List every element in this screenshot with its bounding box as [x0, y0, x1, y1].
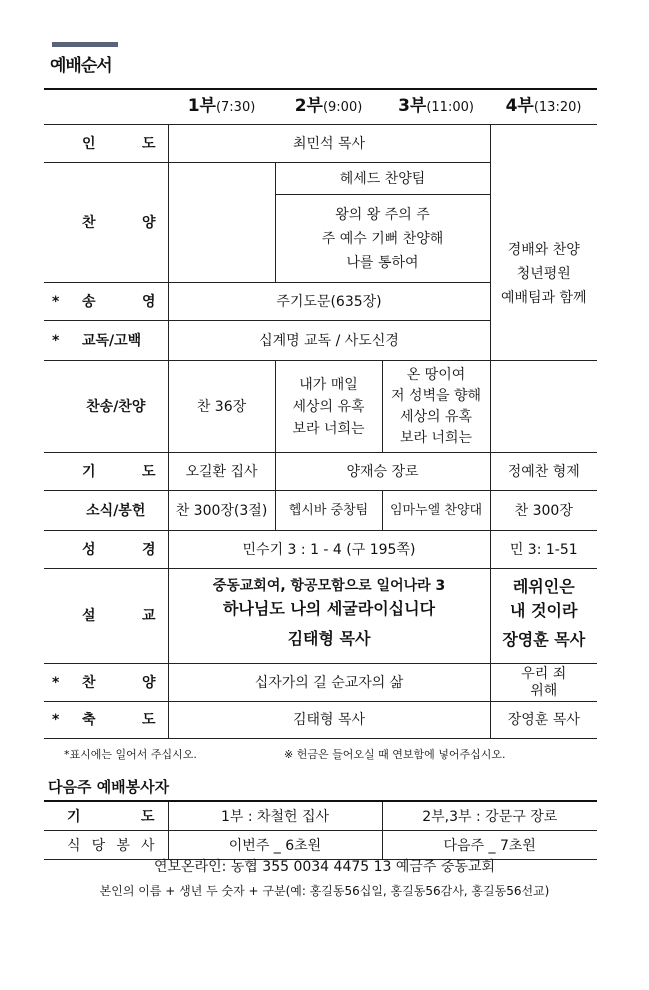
row-hymn [44, 664, 597, 702]
hymn-service-4: 우리 죄 위해 [490, 664, 597, 702]
sermon-preacher: 김태형 목사 [287, 629, 371, 648]
sermon-value [168, 569, 490, 664]
label-offering: 소식/봉헌 [44, 491, 168, 531]
worship-order-table [44, 88, 597, 739]
service-3-header: 3부(11:00) [382, 89, 490, 125]
label-praise: 찬 양 [44, 163, 168, 283]
sermon-service-4: 레위인은 내 것이라 장영훈 목사 [490, 569, 597, 664]
praise-blank-service-1 [168, 163, 275, 283]
service-header-row [44, 89, 597, 125]
service-4-header: 4부(13:20) [490, 89, 597, 125]
choir-service-1: 찬 36장 [168, 361, 275, 453]
next-week-prayer-label: 기 도 [44, 801, 168, 831]
label-sermon: 설 교 [44, 569, 168, 664]
choir-service-3: 온 땅이여 저 성벽을 향해 세상의 유혹 보라 너희는 [382, 361, 490, 453]
fourth-service-praise: 경배와 찬양 청년평원 예배팀과 함께 [490, 125, 597, 361]
hymn-value: 십자가의 길 순교자의 삶 [168, 664, 490, 702]
invocation-value: 최민석 목사 [168, 125, 490, 163]
next-week-prayer-row [44, 801, 597, 831]
choir-service-2: 내가 매일 세상의 유혹 보라 너희는 [275, 361, 382, 453]
deposit-name-hint: 본인의 이름 + 생년 두 숫자 + 구분(예: 홍길동56십일, 홍길동56감사, 홍길동56선교) [99, 884, 550, 898]
row-choir [44, 361, 597, 453]
next-week-kitchen-right: 다음주 _ 7초원 [382, 831, 597, 860]
benediction-value: 김태형 목사 [168, 702, 490, 739]
label-scripture: 성 경 [44, 531, 168, 569]
row-invocation [44, 125, 597, 163]
prayer-service-4: 정예찬 형제 [490, 453, 597, 491]
anthem-value: 주기도문(635장) [168, 283, 490, 321]
prayer-service-1: 오길환 집사 [168, 453, 275, 491]
next-week-prayer-left: 1부 : 차철헌 집사 [168, 801, 382, 831]
next-week-prayer-right: 2부,3부 : 강문구 장로 [382, 801, 597, 831]
page-title: 예배순서 [50, 56, 112, 76]
heading-accent-bar [52, 42, 118, 47]
sermon-subtitle: 중동교회여, 항공모함으로 일어나라 3 [212, 578, 446, 594]
label-creed: * 교독/고백 [44, 321, 168, 361]
prayer-service-2-3: 양재승 장로 [275, 453, 490, 491]
scripture-value: 민수기 3 : 1 - 4 (구 195쪽) [168, 531, 490, 569]
offering-service-4: 찬 300장 [490, 491, 597, 531]
label-choir: 찬송/찬양 [44, 361, 168, 453]
offering-service-2: 헵시바 중창팀 [275, 491, 382, 531]
scripture-service-4: 민 3: 1-51 [490, 531, 597, 569]
creed-value: 십계명 교독 / 사도신경 [168, 321, 490, 361]
label-benediction: * 축 도 [44, 702, 168, 739]
row-prayer [44, 453, 597, 491]
next-week-table [44, 800, 597, 860]
service-2-header: 2부(9:00) [275, 89, 382, 125]
praise-team: 헤세드 찬양팀 [275, 163, 490, 195]
row-offering [44, 491, 597, 531]
label-prayer: 기 도 [44, 453, 168, 491]
label-invocation: 인 도 [44, 125, 168, 163]
label-anthem: * 송 영 [44, 283, 168, 321]
offering-note: ※ 헌금은 들어오실 때 연보함에 넣어주십시오. [284, 748, 506, 761]
standing-note: *표시에는 일어서 주십시오. [64, 748, 197, 761]
next-week-kitchen-left: 이번주 _ 6초원 [168, 831, 382, 860]
online-offering-account: 연보온라인: 농협 355 0034 4475 13 예금주 중동교회 [154, 859, 495, 875]
service-1-header: 1부(7:30) [168, 89, 275, 125]
header-blank [44, 89, 168, 125]
row-scripture [44, 531, 597, 569]
offering-service-3: 임마누엘 찬양대 [382, 491, 490, 531]
row-benediction [44, 702, 597, 739]
offering-service-1: 찬 300장(3절) [168, 491, 275, 531]
label-hymn: * 찬 양 [44, 664, 168, 702]
next-week-kitchen-label: 식 당 봉 사 [44, 831, 168, 860]
next-week-title: 다음주 예배봉사자 [48, 778, 170, 796]
praise-song: 왕의 왕 주의 주 주 예수 기뻐 찬양해 나를 통하여 [275, 195, 490, 283]
benediction-service-4: 장영훈 목사 [490, 702, 597, 739]
sermon-title: 하나님도 나의 세굴라이십니다 [222, 599, 436, 618]
row-sermon [44, 569, 597, 664]
